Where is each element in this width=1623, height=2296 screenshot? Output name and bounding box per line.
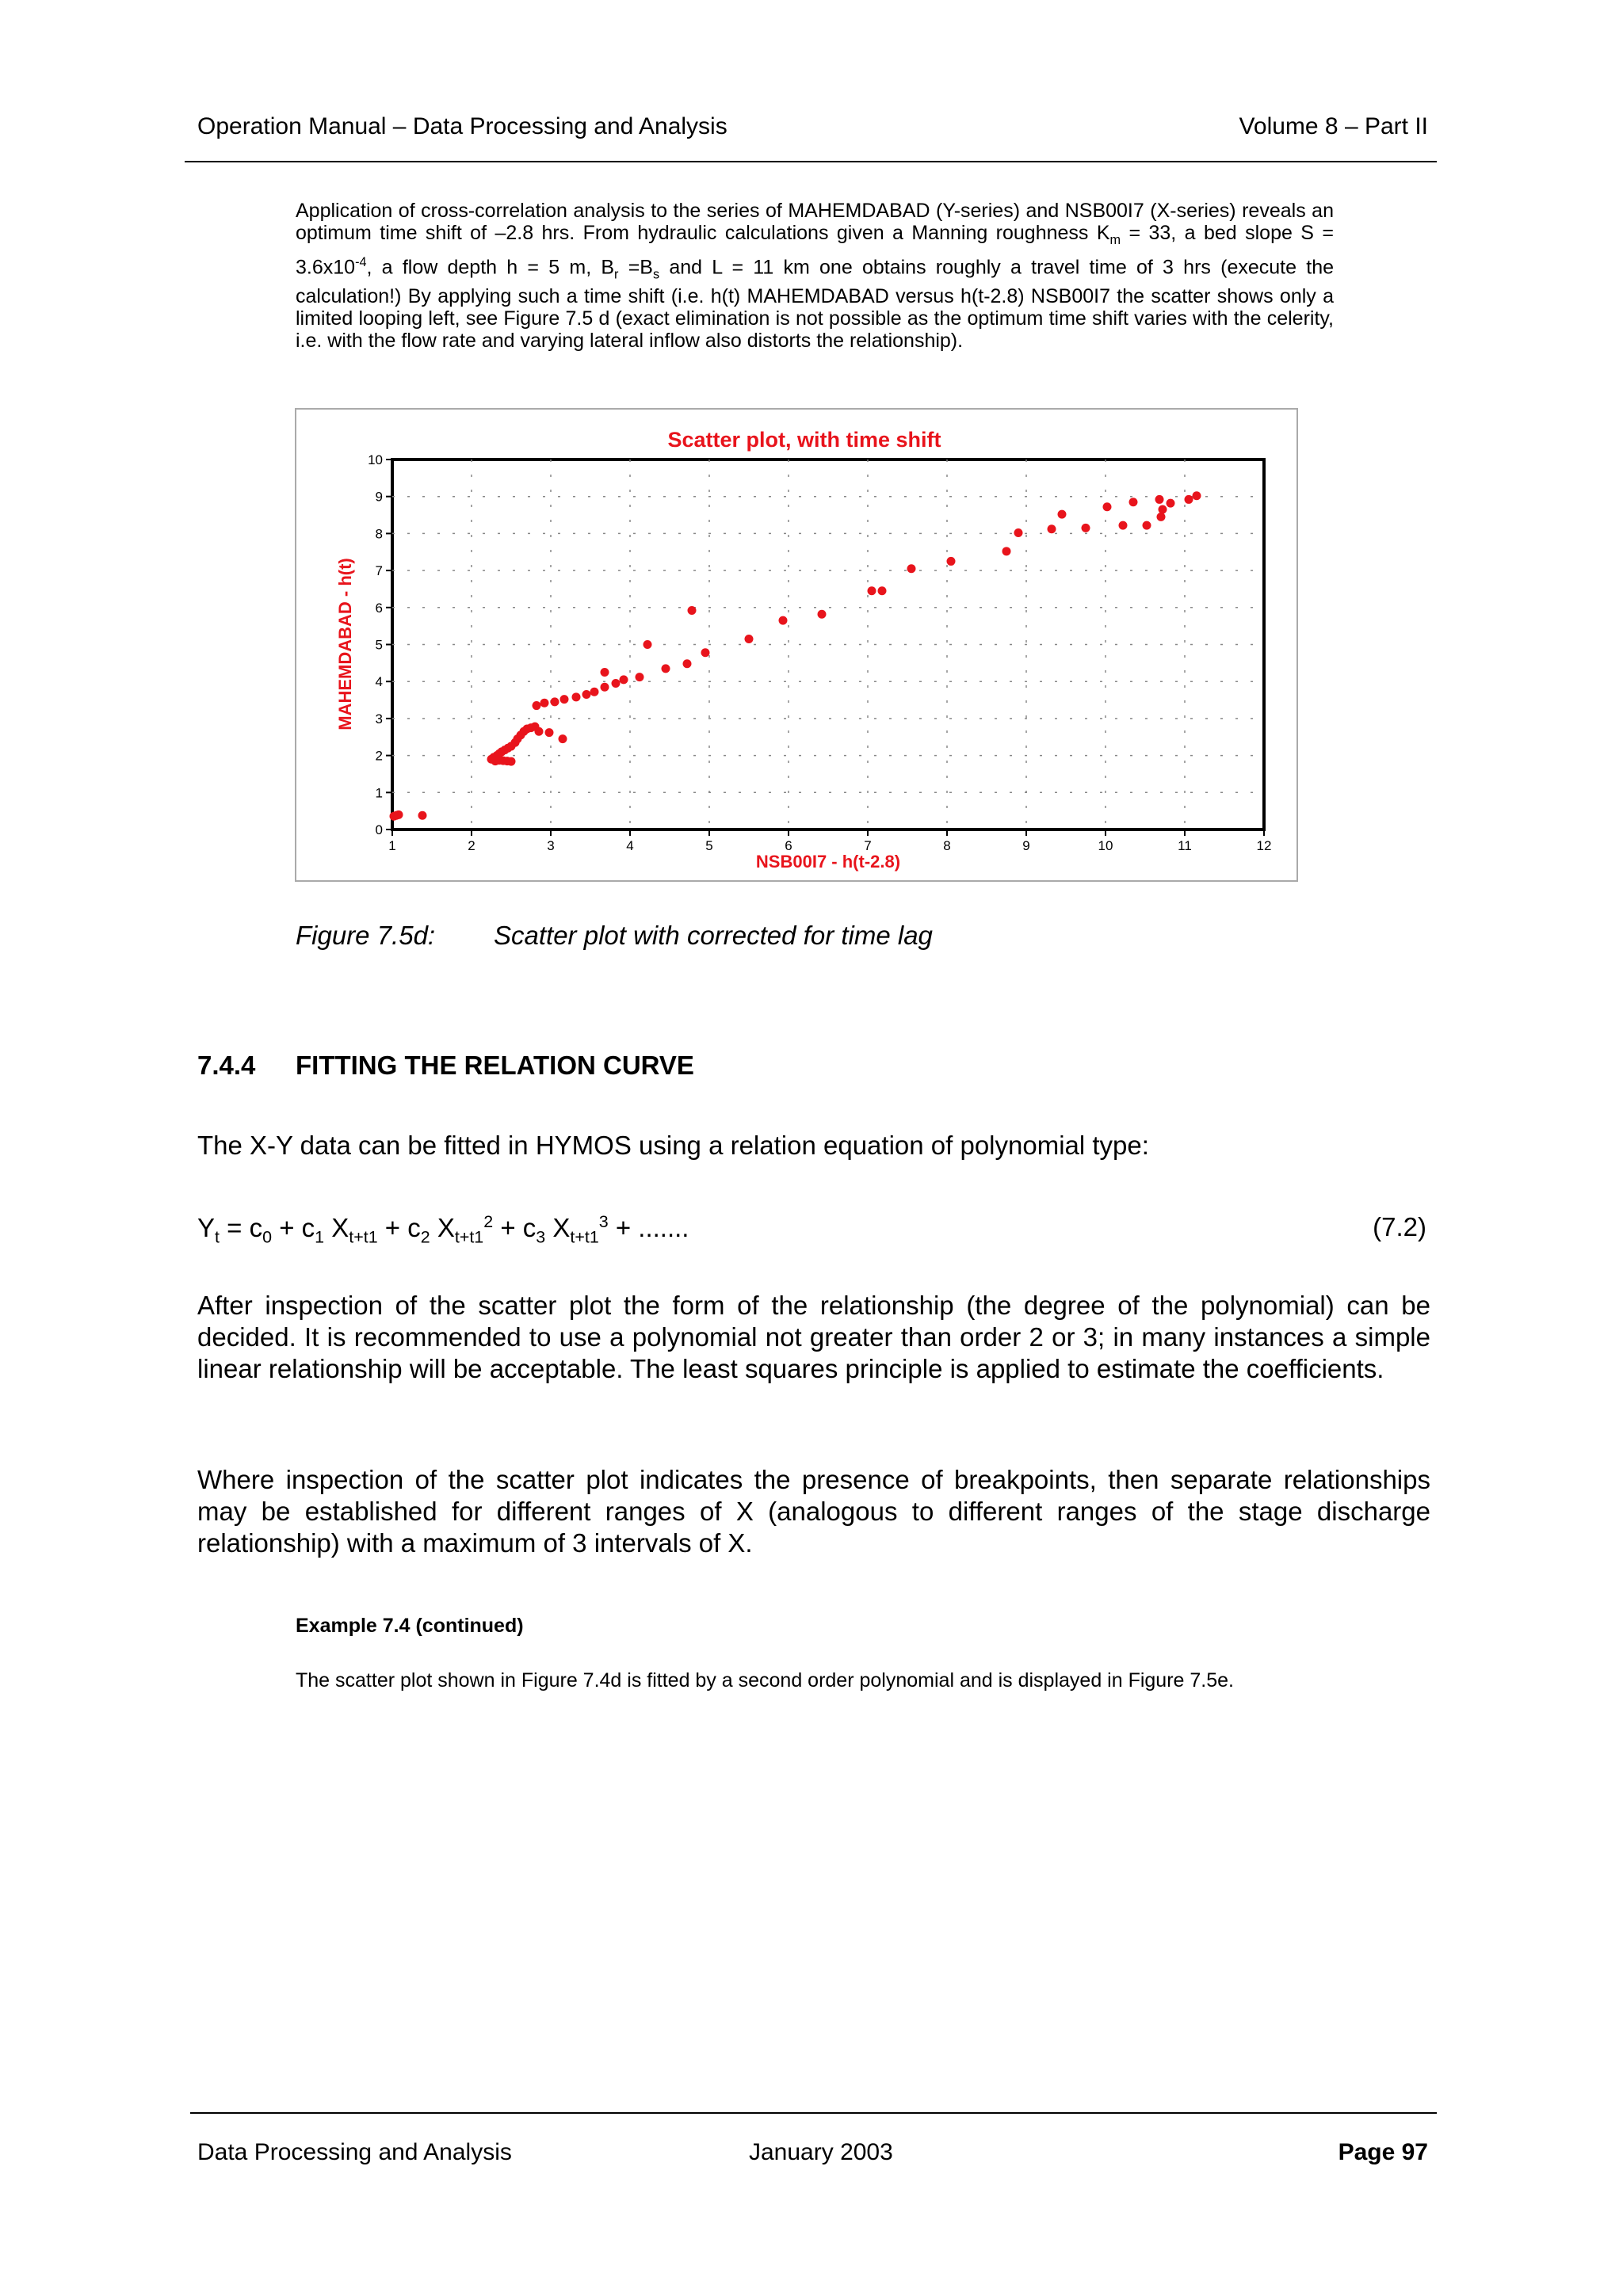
eq-plus-c3: + c [493,1213,537,1242]
y-tick-label: 5 [375,637,383,653]
x-tick-label: 4 [626,838,634,853]
x-tick-label: 11 [1178,838,1192,853]
scatter-point [582,690,591,699]
scatter-point [779,616,788,625]
eq-plus-c1: + c [272,1213,315,1242]
figure-number: Figure 7.5d: [296,921,436,950]
y-tick-label: 0 [375,822,383,837]
eq-x3-sub: t+t1 [570,1227,599,1247]
scatter-point [535,727,544,736]
x-tick-label: 1 [388,838,396,853]
figure-caption [296,921,933,951]
figure-frame [295,408,1298,882]
eq-c3-sub: 3 [536,1227,546,1247]
eq-x3: X [545,1213,571,1242]
paragraph-2: After inspection of the scatter plot the form of the relationship (the degree of the polynomial) can be decided. It is recommended to use a polynomial not greater than order 2 or 3; in many instances a simple linear relationship will be acceptable. The least squares principle is applied to estimate the coefficients. [197,1291,1430,1383]
scatter-point [701,648,710,657]
scatter-point [1058,510,1067,519]
scatter-point [540,699,549,707]
y-tick-label: 10 [368,452,383,467]
paragraph-1: The X-Y data can be fitted in HYMOS using a relation equation of polynomial type: [197,1131,1149,1160]
scatter-point [1103,502,1112,511]
y-tick-label: 6 [375,600,383,616]
eq-x1-sub: t+t1 [349,1227,378,1247]
scatter-point [620,675,628,684]
scatter-point [1082,524,1090,532]
y-tick-label: 4 [375,674,383,690]
x-tick-label: 12 [1256,838,1272,853]
section-number: 7.4.4 [197,1051,256,1080]
eq-c0-sub: 0 [262,1227,273,1247]
x-tick-label: 5 [705,838,713,853]
x-tick-label: 3 [547,838,555,853]
scatter-point [418,811,427,820]
intro-paragraph [296,200,1334,352]
intro-sup-exp: -4 [355,255,367,269]
x-tick-label: 6 [785,838,792,853]
eq-x3-sup: 3 [598,1212,609,1231]
scatter-point [1014,528,1023,537]
scatter-point [507,757,516,766]
scatter-point [1155,495,1164,504]
scatter-point [612,679,621,688]
y-tick-label: 2 [375,748,383,764]
scatter-point [1143,521,1151,530]
footer-page-number: Page 97 [1338,2139,1428,2165]
eq-equals-c: = c [219,1213,263,1242]
eq-c1-sub: 1 [315,1227,325,1247]
chart-title: Scatter plot, with time shift [667,428,941,452]
scatter-point [572,692,581,701]
scatter-point [907,564,916,573]
scatter-point [745,635,754,643]
y-axis-label: MAHEMDABAD - h(t) [335,558,355,730]
scatter-point [1157,513,1166,521]
x-tick-label: 9 [1022,838,1030,853]
intro-text-2: = 33, a bed slope S = 3.6x10 [296,222,1334,279]
scatter-point [868,586,876,595]
scatter-point [683,659,692,668]
example-title: Example 7.4 (continued) [296,1615,524,1637]
intro-text-1: Application of cross-correlation analysis to the series of MAHEMDABAD (Y-series) and NSB00I7 (X-series) reveals an optimum time shift of –2.8 hrs. From hydraulic calculations given a Manning roughness K [296,200,1334,244]
scatter-point [551,697,559,706]
scatter-chart [296,410,1296,880]
section-title: FITTING THE RELATION CURVE [296,1051,694,1080]
scatter-point [1167,499,1175,508]
scatter-point [1193,491,1201,500]
equation-number: (7.2) [1373,1212,1426,1241]
scatter-point [545,728,554,737]
x-tick-label: 8 [943,838,951,853]
eq-x2-sup: 2 [483,1212,494,1231]
scatter-point [590,688,599,696]
section-heading [197,1051,694,1081]
intro-text-5: and L = 11 km one obtains roughly a travel time of 3 hrs (execute the calculation!) By applying such a time shift (i.e. h(t) MAHEMDABAD versus h(t-2.8) NSB00I7 the scatter shows only a limited looping left, see Figure 7.5 d (exact elimination is not possible as the optimum time shift varies with the celerity, i.e. with the flow rate and varying lateral inflow also distorts the relationship). [296,256,1334,353]
eq-tail: + ....... [608,1213,689,1242]
paragraph-3: Where inspection of the scatter plot indicates the presence of breakpoints, then separate relationships may be established for different ranges of X (analogous to different ranges of the stage discharge relationship) with a maximum of 3 intervals of X. [197,1465,1430,1558]
scatter-point [560,695,569,704]
scatter-point [1119,521,1128,530]
intro-sub-s: s [652,267,660,282]
scatter-point [1048,524,1056,533]
scatter-point [559,734,567,743]
plot-area [392,460,1264,830]
eq-plus-c2: + c [377,1213,421,1242]
x-tick-label: 7 [864,838,872,853]
scatter-point [1185,495,1193,504]
example-text: The scatter plot shown in Figure 7.4d is fitted by a second order polynomial and is displayed in Figure 7.5e. [296,1669,1234,1691]
eq-y: Y [197,1213,216,1242]
intro-text-3: , a flow depth h = 5 m, B [366,256,615,279]
scatter-point [601,683,609,692]
header-volume: Volume 8 – Part II [1239,113,1428,139]
x-axis-label: NSB00I7 - h(t-2.8) [755,852,901,871]
intro-sub-m: m [1109,233,1121,247]
y-tick-label: 7 [375,563,383,579]
scatter-point [1129,498,1138,506]
x-tick-label: 10 [1098,838,1113,853]
scatter-point [636,673,644,681]
scatter-point [688,606,697,615]
scatter-point [533,701,541,710]
footer-date: January 2003 [749,2139,893,2165]
scatter-point [878,586,887,595]
y-tick-label: 3 [375,711,383,727]
eq-y-sub: t [215,1227,220,1247]
scatter-point [947,557,956,566]
eq-x2-sub: t+t1 [454,1227,484,1247]
eq-x2: X [430,1213,455,1242]
scatter-point [1159,505,1167,514]
scatter-point [662,664,670,673]
scatter-point [1002,547,1011,555]
scatter-point [643,640,652,649]
footer-title: Data Processing and Analysis [197,2139,512,2165]
eq-c2-sub: 2 [420,1227,430,1247]
header-title: Operation Manual – Data Processing and Analysis [197,113,727,139]
x-tick-label: 2 [468,838,475,853]
equation-7-2 [197,1212,689,1248]
y-tick-label: 9 [375,489,383,505]
scatter-point [395,810,403,819]
y-tick-label: 1 [375,785,383,801]
scatter-point [601,668,609,677]
figure-caption-text: Scatter plot with corrected for time lag [494,921,933,950]
scatter-point [818,610,827,619]
intro-text-4: =B [618,256,653,279]
footer-rule [190,2112,1437,2114]
intro-sub-r: r [614,267,619,282]
y-tick-label: 8 [375,526,383,542]
eq-x1: X [324,1213,349,1242]
header-rule [185,161,1437,162]
